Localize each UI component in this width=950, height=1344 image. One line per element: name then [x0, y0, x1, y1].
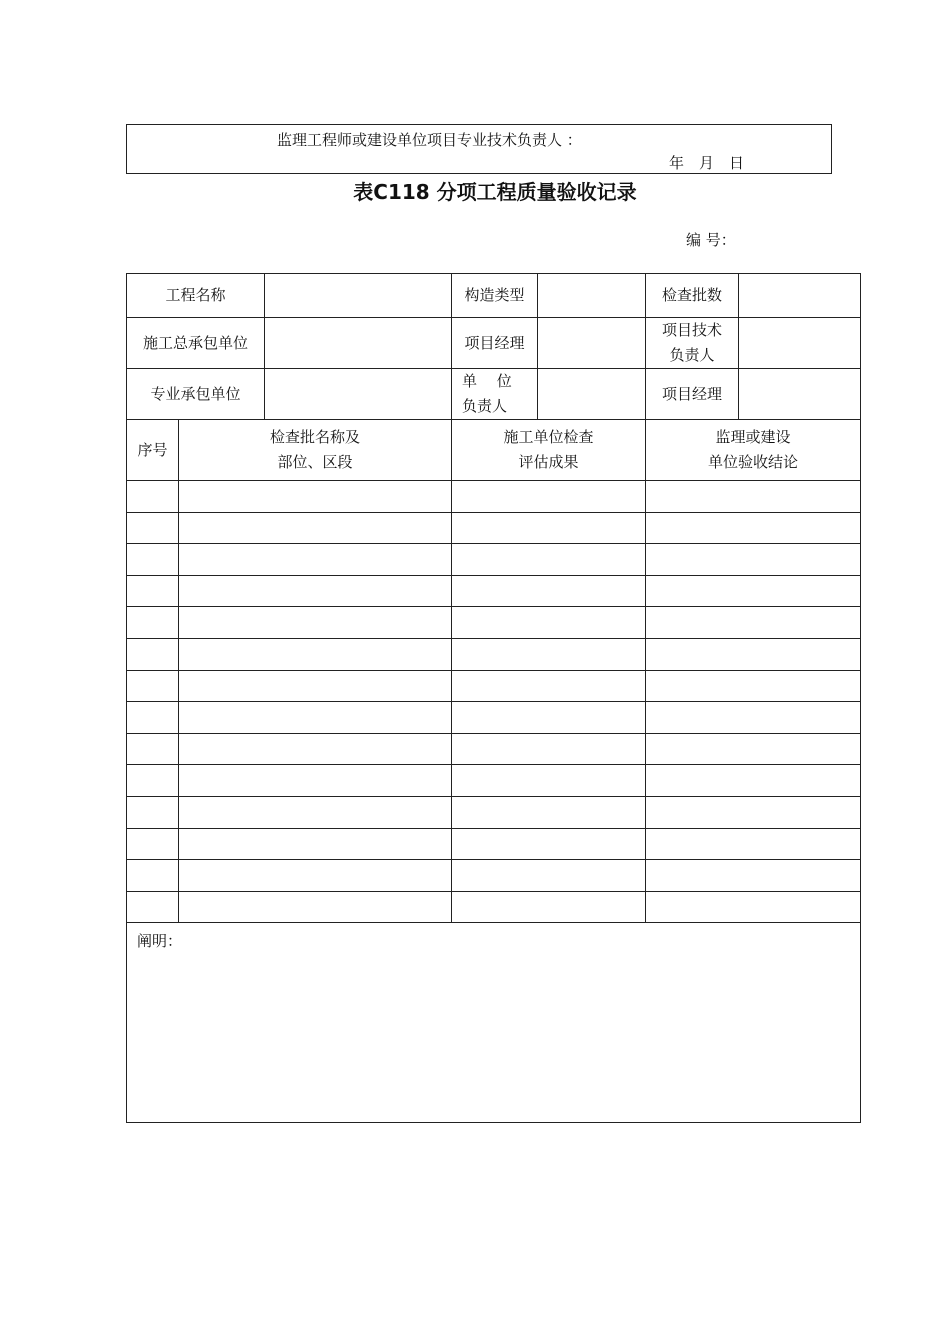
contractor-result-cell[interactable]	[452, 481, 646, 513]
contractor-result-cell[interactable]	[452, 828, 646, 860]
batch-name-cell[interactable]	[179, 765, 452, 797]
contractor-result-cell[interactable]	[452, 670, 646, 702]
batch-name-cell[interactable]	[179, 891, 452, 923]
supervisor-conclusion-cell[interactable]	[646, 765, 861, 797]
supervisor-conclusion-header-line1: 监理或建设	[715, 428, 791, 446]
contractor-result-cell[interactable]	[452, 733, 646, 765]
project-name-label: 工程名称	[127, 274, 265, 318]
batch-name-cell[interactable]	[179, 512, 452, 544]
table-row	[127, 575, 861, 607]
unit-lead-label	[452, 369, 538, 420]
seq-cell[interactable]	[127, 670, 179, 702]
contractor-result-cell[interactable]	[452, 575, 646, 607]
table-row	[127, 481, 861, 513]
batch-name-cell[interactable]	[179, 607, 452, 639]
batch-name-cell[interactable]	[179, 796, 452, 828]
seq-cell[interactable]	[127, 860, 179, 892]
seq-cell[interactable]	[127, 481, 179, 513]
signature-date-label: 年 月 日	[669, 154, 745, 172]
batch-name-cell[interactable]	[179, 575, 452, 607]
table-row	[127, 796, 861, 828]
batch-name-cell[interactable]	[179, 702, 452, 734]
table-row	[127, 544, 861, 576]
unit-lead-label-line1: 单 位	[462, 372, 512, 390]
tech-lead-label-line2: 负责人	[669, 346, 715, 364]
seq-cell[interactable]	[127, 575, 179, 607]
contractor-result-cell[interactable]	[452, 860, 646, 892]
batch-name-header-line2: 部位、区段	[277, 453, 353, 471]
sub-project-manager-field[interactable]	[739, 369, 861, 420]
record-rows	[127, 481, 861, 923]
contractor-result-cell[interactable]	[452, 512, 646, 544]
seq-cell[interactable]	[127, 733, 179, 765]
batch-name-header	[179, 420, 452, 481]
contractor-result-cell[interactable]	[452, 702, 646, 734]
table-row	[127, 891, 861, 923]
structure-type-field[interactable]	[538, 274, 646, 318]
subcontractor-label: 专业承包单位	[127, 369, 265, 420]
acceptance-record-table	[126, 273, 861, 1123]
supervisor-conclusion-cell[interactable]	[646, 733, 861, 765]
seq-cell[interactable]	[127, 828, 179, 860]
sub-project-manager-label: 项目经理	[646, 369, 739, 420]
supervisor-conclusion-cell[interactable]	[646, 544, 861, 576]
supervisor-conclusion-cell[interactable]	[646, 796, 861, 828]
general-contractor-field[interactable]	[265, 318, 452, 369]
contractor-result-header-line2: 评估成果	[518, 453, 579, 471]
contractor-result-cell[interactable]	[452, 607, 646, 639]
supervisor-conclusion-header	[646, 420, 861, 481]
subcontractor-field[interactable]	[265, 369, 452, 420]
table-row	[127, 733, 861, 765]
table-row	[127, 512, 861, 544]
supervisor-conclusion-cell[interactable]	[646, 891, 861, 923]
supervisor-conclusion-header-line2: 单位验收结论	[708, 453, 799, 471]
contractor-result-cell[interactable]	[452, 638, 646, 670]
project-manager-field[interactable]	[538, 318, 646, 369]
supervisor-signature-box	[126, 124, 832, 174]
table-row	[127, 638, 861, 670]
table-row	[127, 670, 861, 702]
structure-type-label: 构造类型	[452, 274, 538, 318]
tech-lead-field[interactable]	[739, 318, 861, 369]
contractor-result-cell[interactable]	[452, 891, 646, 923]
supervisor-conclusion-cell[interactable]	[646, 828, 861, 860]
table-row	[127, 607, 861, 639]
batch-name-header-line1: 检查批名称及	[270, 428, 361, 446]
notes-label: 阐明：	[137, 932, 183, 951]
contractor-result-cell[interactable]	[452, 796, 646, 828]
seq-cell[interactable]	[127, 796, 179, 828]
seq-cell[interactable]	[127, 512, 179, 544]
tech-lead-label	[646, 318, 739, 369]
table-row	[127, 828, 861, 860]
seq-cell[interactable]	[127, 638, 179, 670]
contractor-result-cell[interactable]	[452, 544, 646, 576]
supervisor-conclusion-cell[interactable]	[646, 860, 861, 892]
batch-name-cell[interactable]	[179, 638, 452, 670]
seq-cell[interactable]	[127, 702, 179, 734]
table-row	[127, 860, 861, 892]
batch-name-cell[interactable]	[179, 544, 452, 576]
general-contractor-label: 施工总承包单位	[127, 318, 265, 369]
tech-lead-label-line1: 项目技术	[662, 321, 723, 339]
batch-name-cell[interactable]	[179, 860, 452, 892]
seq-cell[interactable]	[127, 765, 179, 797]
project-name-field[interactable]	[265, 274, 452, 318]
unit-lead-field[interactable]	[538, 369, 646, 420]
project-manager-label: 项目经理	[452, 318, 538, 369]
batch-name-cell[interactable]	[179, 733, 452, 765]
supervisor-conclusion-cell[interactable]	[646, 575, 861, 607]
supervisor-signature-label: 监理工程师或建设单位项目专业技术负责人 ：	[277, 131, 582, 149]
contractor-result-cell[interactable]	[452, 765, 646, 797]
batch-count-label: 检查批数	[646, 274, 739, 318]
supervisor-conclusion-cell[interactable]	[646, 670, 861, 702]
form-title: 表C118 分项工程质量验收记录	[353, 180, 637, 204]
table-row	[127, 765, 861, 797]
contractor-result-header	[452, 420, 646, 481]
batch-name-cell[interactable]	[179, 670, 452, 702]
supervisor-conclusion-cell[interactable]	[646, 638, 861, 670]
supervisor-conclusion-cell[interactable]	[646, 512, 861, 544]
seq-header: 序号	[127, 420, 179, 481]
batch-name-cell[interactable]	[179, 828, 452, 860]
seq-cell[interactable]	[127, 607, 179, 639]
serial-number-label: 编 号：	[686, 231, 736, 249]
supervisor-conclusion-cell[interactable]	[646, 702, 861, 734]
table-row	[127, 702, 861, 734]
supervisor-conclusion-cell[interactable]	[646, 481, 861, 513]
batch-name-cell[interactable]	[179, 481, 452, 513]
batch-count-field[interactable]	[739, 274, 861, 318]
seq-cell[interactable]	[127, 891, 179, 923]
seq-cell[interactable]	[127, 544, 179, 576]
notes-area[interactable]	[127, 923, 861, 1123]
unit-lead-label-line2: 负责人	[462, 397, 508, 415]
supervisor-conclusion-cell[interactable]	[646, 607, 861, 639]
contractor-result-header-line1: 施工单位检查	[503, 428, 594, 446]
